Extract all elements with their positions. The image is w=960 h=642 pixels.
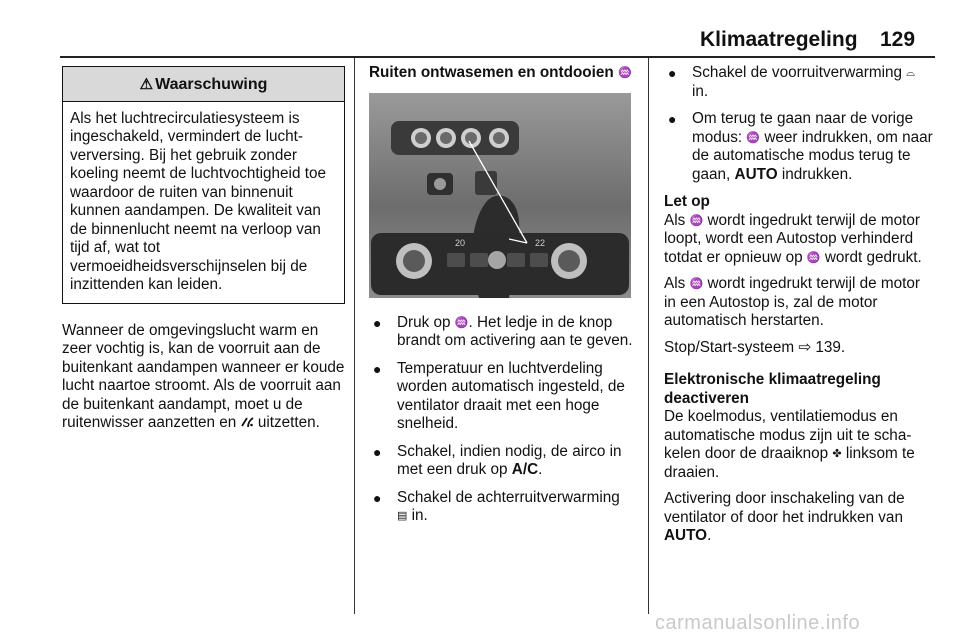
column-2 xyxy=(369,64,634,535)
page-ref-link[interactable]: 139. xyxy=(815,338,846,356)
front-defrost-icon: ♒ xyxy=(454,316,469,329)
front-defrost-icon: ♒ xyxy=(806,251,821,264)
header-rule xyxy=(60,56,935,58)
windscreen-heating-icon: ⌓ xyxy=(906,67,915,79)
note-paragraph-2: Als ♒ wordt ingedrukt terwijl de motor in een Autostop is, zal de motor automatisch herstarten. xyxy=(664,275,920,329)
list-item: ● Schakel, indien nodig, de airco in met een druk op A/C. xyxy=(373,442,622,478)
fogging-text: Wanneer de omgevingslucht warm en zeer vochtig is, kan de voorruit aan de buitenkant aandampen wanneer er koude lucht naartoe stroomt. Als de voorruit aan de buitenkant aandampt, moet u de ruitenwisser aanzetten en xyxy=(62,321,345,431)
watermark: carmanualsonline.info xyxy=(655,612,861,634)
warning-header xyxy=(63,67,344,102)
list-item: ● Schakel de achterruitverwarming ▤ in. xyxy=(373,488,620,524)
fan-icon: ✤ xyxy=(832,448,842,460)
column-separator-1 xyxy=(354,58,355,614)
front-defrost-icon: ♒ xyxy=(618,67,632,79)
rear-defrost-icon: ▤ xyxy=(397,510,408,522)
column-separator-2 xyxy=(648,58,649,614)
photo-temp-right: 22 xyxy=(535,237,546,248)
wiper-icon xyxy=(241,416,254,428)
section-title-defrost xyxy=(369,64,634,83)
page-title: Klimaatregeling xyxy=(700,28,858,51)
page-number: 129 xyxy=(880,28,916,51)
ac-label: A/C xyxy=(511,461,539,478)
column-1 xyxy=(62,64,345,441)
auto-label: AUTO xyxy=(664,527,708,544)
defrost-steps xyxy=(369,314,634,526)
mode-steps xyxy=(664,64,934,184)
list-item: ● Druk op ♒. Het ledje in de knop brandt om activering aan te geven. xyxy=(373,313,633,349)
note-title: Let op xyxy=(664,193,710,210)
front-defrost-icon: ♒ xyxy=(689,278,704,290)
photo-temp-left: 20 xyxy=(455,237,466,248)
warning-box xyxy=(62,66,345,304)
auto-label: AUTO xyxy=(734,165,778,183)
warning-triangle-icon: ⚠ xyxy=(139,76,154,93)
deactivate-paragraph: De koelmodus, ventilatiemodus en automatische modus zijn uit te schakelen door de draaiknop ✤ linksom te draaien. xyxy=(664,408,915,481)
front-defrost-icon: ♒ xyxy=(746,131,761,144)
section-title-text: Ruiten ontwasemen en ontdooien xyxy=(369,64,614,81)
column-3 xyxy=(664,64,934,554)
warning-body: Als het luchtrecirculatiesysteem is ingeschakeld, vermindert de luchtverversing. Bij het gebruik zonder koeling neemt de luchtvochtigheid toe waardoor de ruiten van binnenuit kunnen aandampen. De kwaliteit van de binnenlucht neemt na verloop van tijd af, wat tot vermoeidheidsverschijnselen bij de inzittenden kan leiden. xyxy=(70,109,326,293)
warning-title: Waarschuwing xyxy=(155,76,268,93)
subsection-title: Elektronische klimaatregeling deactiveren xyxy=(664,371,881,407)
note-paragraph-1: Als ♒ wordt ingedrukt terwijl de motor loopt, wordt een Autostop verhinderd totdat er opnieuw op ♒ wordt gedrukt. xyxy=(664,211,922,266)
fogging-paragraph xyxy=(62,322,345,433)
page-ref-arrow-icon: ⇨ xyxy=(798,338,812,356)
list-item: ● Temperatuur en luchtverdeling worden automatisch ingesteld, de ventilator draait met een hoge snelheid. xyxy=(373,359,625,432)
list-item: ● Schakel de voorruitverwarming ⌓ in. xyxy=(668,64,915,100)
climate-control-photo xyxy=(369,93,631,298)
front-defrost-icon: ♒ xyxy=(689,214,704,227)
fogging-text-tail: uitzetten. xyxy=(257,414,320,431)
list-item: ● Om terug te gaan naar de vorige modus: ♒ weer indrukken, om naar de automatische modus terug te gaan, AUTO indrukken. xyxy=(668,110,933,183)
stop-start-reference: Stop/Start-systeem ⇨ 139. xyxy=(664,338,846,356)
activate-paragraph: Activering door inschakeling van de ventilator of door het indrukken van AUTO. xyxy=(664,490,905,544)
